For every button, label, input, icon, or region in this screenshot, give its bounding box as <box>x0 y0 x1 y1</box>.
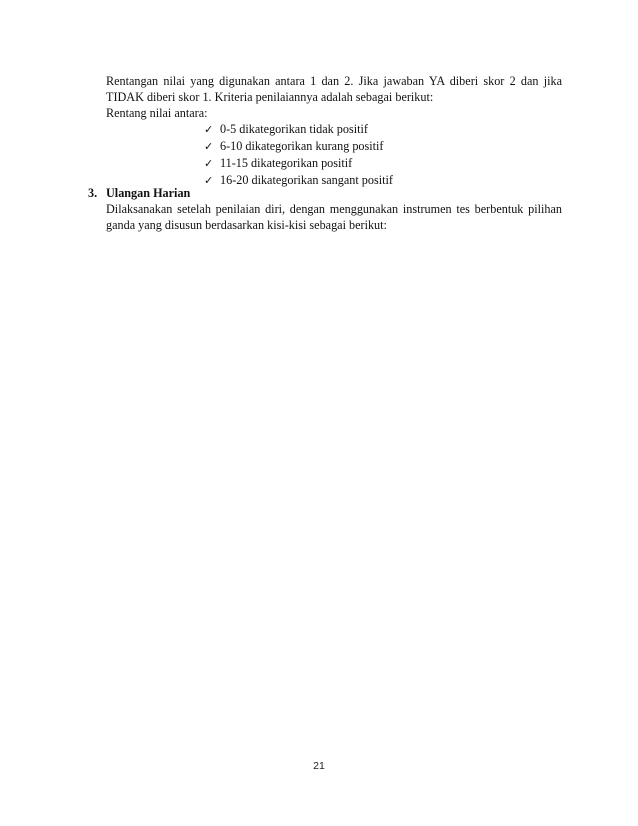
paragraph-line: TIDAK diberi skor 1. Kriteria penilaiannya adalah sebagai berikut: <box>106 90 434 104</box>
section-heading <box>88 185 190 201</box>
check-icon: ✓ <box>204 174 214 187</box>
criteria-text: 6-10 dikategorikan kurang positif <box>220 139 384 153</box>
page-number: 21 <box>313 760 325 772</box>
criteria-text: 11-15 dikategorikan positif <box>220 156 353 170</box>
paragraph-line: Rentangan nilai yang digunakan antara 1 dan 2. Jika jawaban YA diberi skor 2 dan jika <box>106 74 562 88</box>
criteria-item <box>204 172 393 189</box>
criteria-intro-paragraph <box>106 73 562 105</box>
criteria-list <box>204 121 393 189</box>
section-title: Ulangan Harian <box>106 186 191 200</box>
section-number: 3. <box>88 186 98 200</box>
check-icon: ✓ <box>204 157 214 170</box>
paragraph-line: ganda yang disusun berdasarkan kisi-kisi sebagai berikut: <box>106 218 387 232</box>
criteria-item <box>204 121 393 138</box>
criteria-text: 16-20 dikategorikan sangant positif <box>220 173 393 187</box>
section-paragraph <box>106 201 562 233</box>
criteria-text: 0-5 dikategorikan tidak positif <box>220 122 368 136</box>
criteria-item <box>204 138 393 155</box>
rentang-label: Rentang nilai antara: <box>106 106 208 120</box>
check-icon: ✓ <box>204 140 214 153</box>
check-icon: ✓ <box>204 123 214 136</box>
criteria-item <box>204 155 393 172</box>
paragraph-line: Dilaksanakan setelah penilaian diri, dengan menggunakan instrumen tes berbentuk pilihan <box>106 202 562 216</box>
